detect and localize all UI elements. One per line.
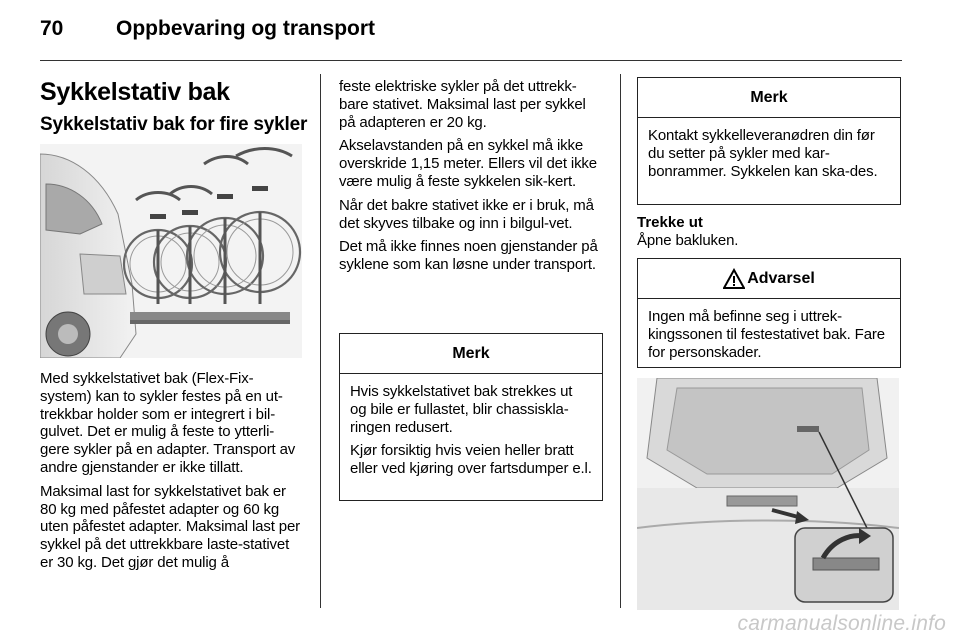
paragraph: Med sykkelstativet bak (Flex-Fix-system) kan to sykler festes på en ut-trekkbar holder som er integrert i bil-gulvet. Det er mulig å feste to ytterli-gere sykler på en adapter. Transport av andre gjenstander er ikke tillatt.: [40, 370, 296, 476]
instruction-text: Åpne bakluken.: [637, 232, 739, 249]
note-body: [340, 374, 602, 492]
middle-body: [339, 78, 603, 280]
warning-box: [637, 258, 901, 368]
paragraph: feste elektriske sykler på det uttrekk-bare stativet. Maksimal last per sykkel på adapteren er 20 kg.: [339, 78, 586, 131]
note-heading: Merk: [638, 78, 900, 118]
watermark: carmanualsonline.info: [737, 612, 946, 635]
column-divider-1: [320, 74, 321, 608]
paragraph: Maksimal last for sykkelstativet bak er 80 kg med påfestet adapter og 60 kg uten påfestet adapter. Maksimal last per sykkel på det uttrekkbare laste-stativet er 30 kg. Det gjør det mulig å: [40, 482, 300, 571]
page-heading: Sykkelstativ bak: [40, 78, 230, 106]
paragraph: Akselavstanden på en sykkel må ikke overskride 1,15 meter. Ellers vil det ikke være mulig å feste sykkelen sik-kert.: [339, 137, 597, 190]
sub-heading: Sykkelstativ bak for fire sykler: [40, 114, 308, 135]
note-text: Kontakt sykkelleveranødren din før du setter på sykler med kar-bonrammer. Sykkelen kan ska-des.: [648, 127, 878, 180]
note-body: [638, 118, 900, 194]
column-divider-2: [620, 74, 621, 608]
note-text: Kjør forsiktig hvis veien heller bratt eller ved kjøring over fartsdumper e.l.: [350, 442, 592, 478]
paragraph: Det må ikke finnes noen gjenstander på syklene som kan løsne under transport.: [339, 238, 598, 274]
header-rule: [40, 60, 902, 61]
warning-heading: Advarsel: [747, 269, 815, 287]
warning-text: Ingen må befinne seg i uttrek-kingssonen til festestativet bak. Fare for personskader.: [648, 308, 885, 361]
bike-carrier-illustration: [40, 144, 302, 358]
page-number: 70: [40, 17, 64, 40]
warning-triangle-icon: [723, 268, 745, 290]
note-heading: Merk: [340, 334, 602, 374]
warning-body: [638, 299, 900, 375]
bumper-release-illustration: [637, 378, 899, 610]
note-box-right: [637, 77, 901, 205]
warning-heading-row: [638, 259, 900, 299]
left-body: [40, 370, 302, 578]
note-box-middle: [339, 333, 603, 501]
note-text: Hvis sykkelstativet bak strekkes ut og bile er fullastet, blir chassiskla-ringen redusert.: [350, 383, 573, 436]
subheading-trekke-ut: Trekke ut: [637, 214, 703, 231]
section-title: Oppbevaring og transport: [116, 17, 376, 40]
paragraph: Når det bakre stativet ikke er i bruk, må det skyves tilbake og inn i bilgul-vet.: [339, 196, 594, 232]
